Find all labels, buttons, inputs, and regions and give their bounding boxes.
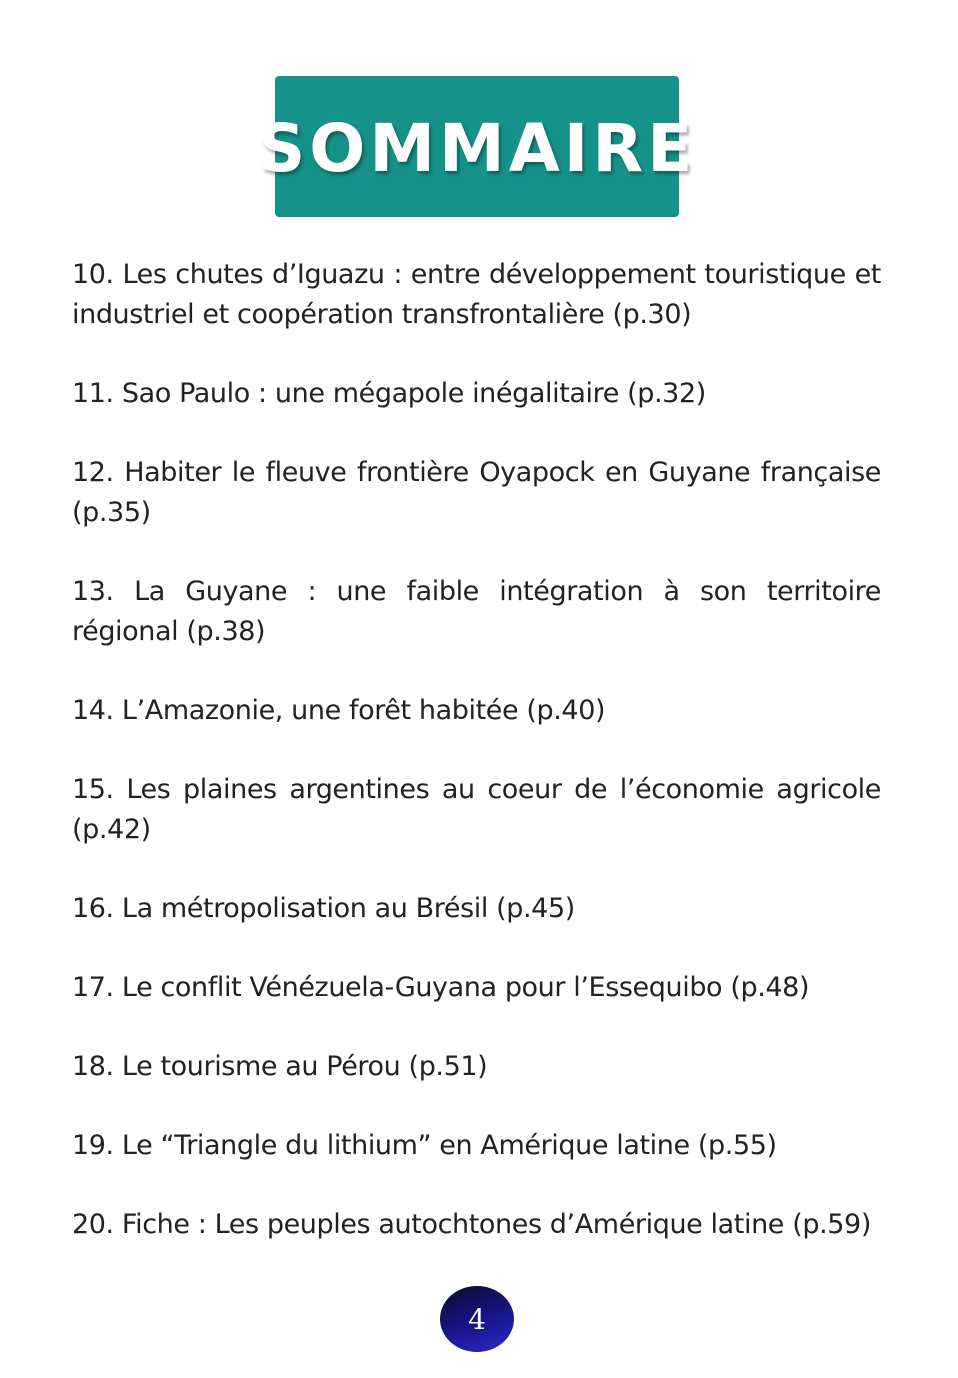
toc-item-14: 14. L’Amazonie, une forêt habitée (p.40) xyxy=(72,695,606,726)
toc-item-17: 17. Le conflit Vénézuela-Guyana pour l’Essequibo (p.48) xyxy=(72,972,810,1003)
page-number-badge xyxy=(440,1286,514,1352)
toc-item-10: 10. Les chutes d’Iguazu : entre développement touristique et industriel et coopération transfrontalière (p.30) xyxy=(72,259,881,330)
page-title: SOMMAIRE xyxy=(257,109,697,187)
toc-item-19: 19. Le “Triangle du lithium” en Amérique latine (p.55) xyxy=(72,1130,777,1161)
toc-item-15: 15. Les plaines argentines au coeur de l’économie agricole (p.42) xyxy=(72,774,881,845)
toc-item-18: 18. Le tourisme au Pérou (p.51) xyxy=(72,1051,488,1082)
toc-item-11: 11. Sao Paulo : une mégapole inégalitaire (p.32) xyxy=(72,378,706,409)
toc-item-13: 13. La Guyane : une faible intégration à son territoire régional (p.38) xyxy=(72,576,881,647)
toc-item-20: 20. Fiche : Les peuples autochtones d’Amérique latine (p.59) xyxy=(72,1209,871,1240)
page-number: 4 xyxy=(468,1302,486,1336)
title-banner xyxy=(257,76,697,217)
toc-item-16: 16. La métropolisation au Brésil (p.45) xyxy=(72,893,575,924)
table-of-contents xyxy=(72,255,881,1284)
toc-item-12: 12. Habiter le fleuve frontière Oyapock en Guyane française (p.35) xyxy=(72,457,881,528)
